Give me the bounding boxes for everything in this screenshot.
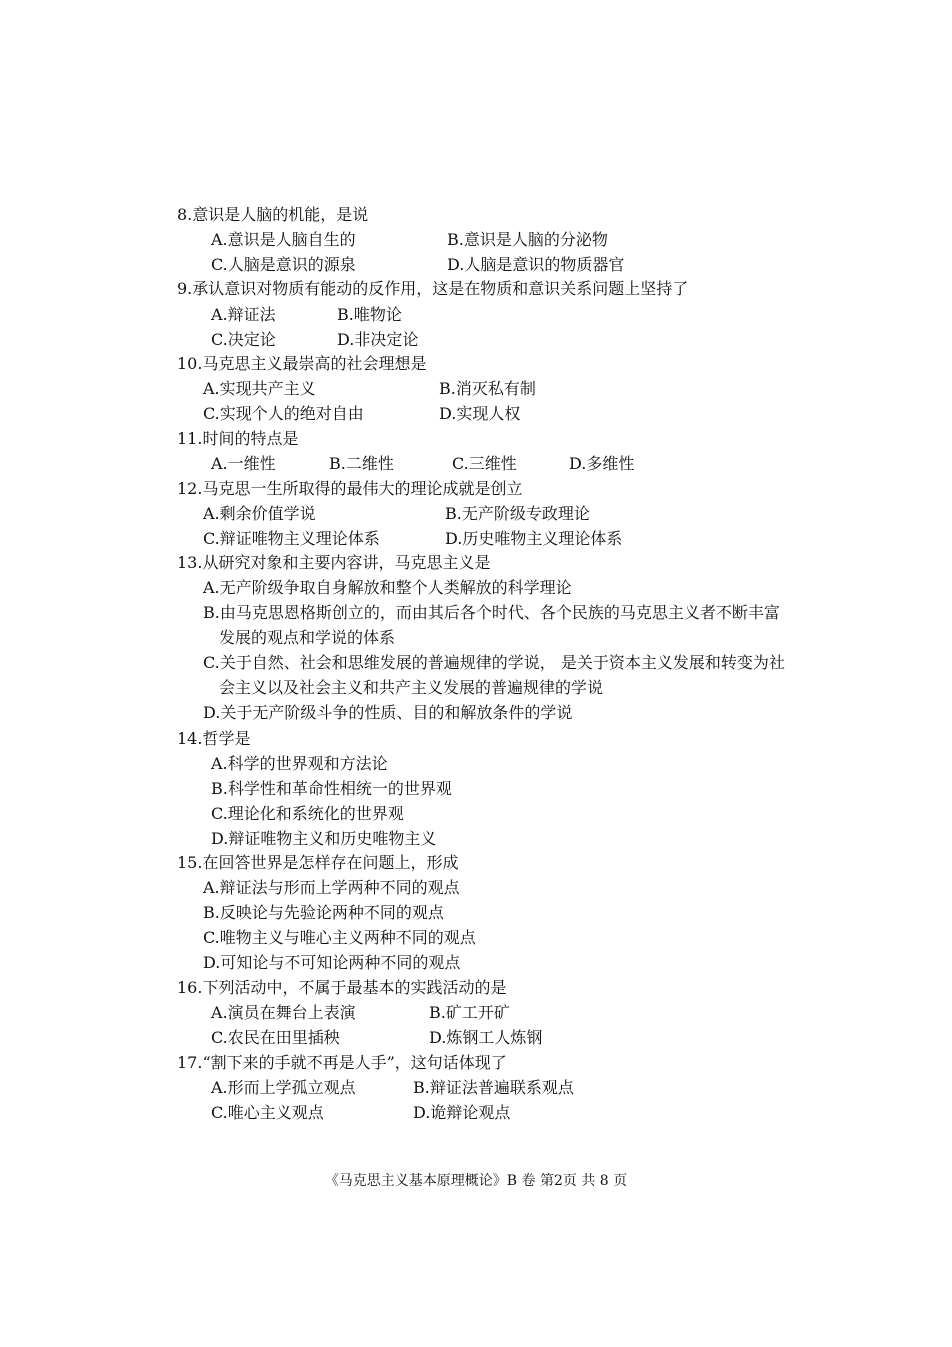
option: B.意识是人脑的分泌物 bbox=[447, 230, 608, 249]
option: C.唯物主义与唯心主义两种不同的观点 bbox=[203, 928, 476, 947]
option: C.人脑是意识的源泉 bbox=[211, 255, 356, 274]
option: A.无产阶级争取自身解放和整个人类解放的科学理论 bbox=[203, 578, 572, 597]
option: C.农民在田里插秧 bbox=[211, 1028, 340, 1047]
question-stem: 10.马克思主义最崇高的社会理想是 bbox=[177, 354, 427, 373]
option: A.辩证法 bbox=[211, 305, 276, 324]
option: B.辩证法普遍联系观点 bbox=[413, 1078, 574, 1097]
question-stem: 8.意识是人脑的机能，是说 bbox=[177, 205, 369, 224]
option: B.反映论与先验论两种不同的观点 bbox=[203, 903, 444, 922]
option: D.人脑是意识的物质器官 bbox=[447, 255, 625, 274]
option: C.决定论 bbox=[211, 330, 276, 349]
option: B.唯物论 bbox=[337, 305, 402, 324]
option: C.唯心主义观点 bbox=[211, 1103, 324, 1122]
question-stem: 15.在回答世界是怎样存在问题上，形成 bbox=[177, 853, 459, 872]
question-stem: 12.马克思一生所取得的最伟大的理论成就是创立 bbox=[177, 479, 523, 498]
option: A.剩余价值学说 bbox=[203, 504, 316, 523]
option-continuation: 发展的观点和学说的体系 bbox=[219, 628, 396, 647]
question-stem: 14.哲学是 bbox=[177, 729, 251, 748]
option-continuation: 会主义以及社会主义和共产主义发展的普遍规律的学说 bbox=[219, 678, 604, 697]
question-stem: 13.从研究对象和主要内容讲，马克思主义是 bbox=[177, 553, 491, 572]
option: B.科学性和革命性相统一的世界观 bbox=[211, 779, 452, 798]
option: A.辩证法与形而上学两种不同的观点 bbox=[203, 878, 460, 897]
option: D.辩证唯物主义和历史唯物主义 bbox=[211, 829, 437, 848]
option: D.实现人权 bbox=[439, 404, 521, 423]
page-footer: 《马克思主义基本原理概论》B 卷 第2页 共 8 页 bbox=[324, 1173, 628, 1189]
option: A.科学的世界观和方法论 bbox=[211, 754, 388, 773]
option: B.二维性 bbox=[329, 454, 394, 473]
option: D.多维性 bbox=[569, 454, 635, 473]
question-stem: 11.时间的特点是 bbox=[177, 429, 299, 448]
question-stem: 9.承认意识对物质有能动的反作用，这是在物质和意识关系问题上坚持了 bbox=[177, 279, 689, 298]
option: C.辩证唯物主义理论体系 bbox=[203, 529, 380, 548]
option: B.矿工开矿 bbox=[429, 1003, 510, 1022]
option: C.实现个人的绝对自由 bbox=[203, 404, 364, 423]
question-stem: 17.“割下来的手就不再是人手”，这句话体现了 bbox=[177, 1053, 507, 1072]
option: D.关于无产阶级斗争的性质、目的和解放条件的学说 bbox=[203, 703, 573, 722]
option: C.关于自然、社会和思维发展的普遍规律的学说， 是关于资本主义发展和转变为社 bbox=[203, 653, 785, 672]
option: D.历史唯物主义理论体系 bbox=[445, 529, 623, 548]
option: C.三维性 bbox=[452, 454, 517, 473]
option: A.一维性 bbox=[211, 454, 276, 473]
option: D.可知论与不可知论两种不同的观点 bbox=[203, 953, 461, 972]
option: D.炼钢工人炼钢 bbox=[429, 1028, 543, 1047]
question-stem: 16.下列活动中，不属于最基本的实践活动的是 bbox=[177, 978, 507, 997]
option: B.消灭私有制 bbox=[439, 379, 536, 398]
option: B.由马克思恩格斯创立的，而由其后各个时代、各个民族的马克思主义者不断丰富 bbox=[203, 603, 780, 622]
option: D.非决定论 bbox=[337, 330, 419, 349]
option: A.实现共产主义 bbox=[203, 379, 316, 398]
option: B.无产阶级专政理论 bbox=[445, 504, 590, 523]
option: A.演员在舞台上表演 bbox=[211, 1003, 356, 1022]
option: A.意识是人脑自生的 bbox=[211, 230, 356, 249]
option: C.理论化和系统化的世界观 bbox=[211, 804, 404, 823]
option: D.诡辩论观点 bbox=[413, 1103, 511, 1122]
option: A.形而上学孤立观点 bbox=[211, 1078, 356, 1097]
